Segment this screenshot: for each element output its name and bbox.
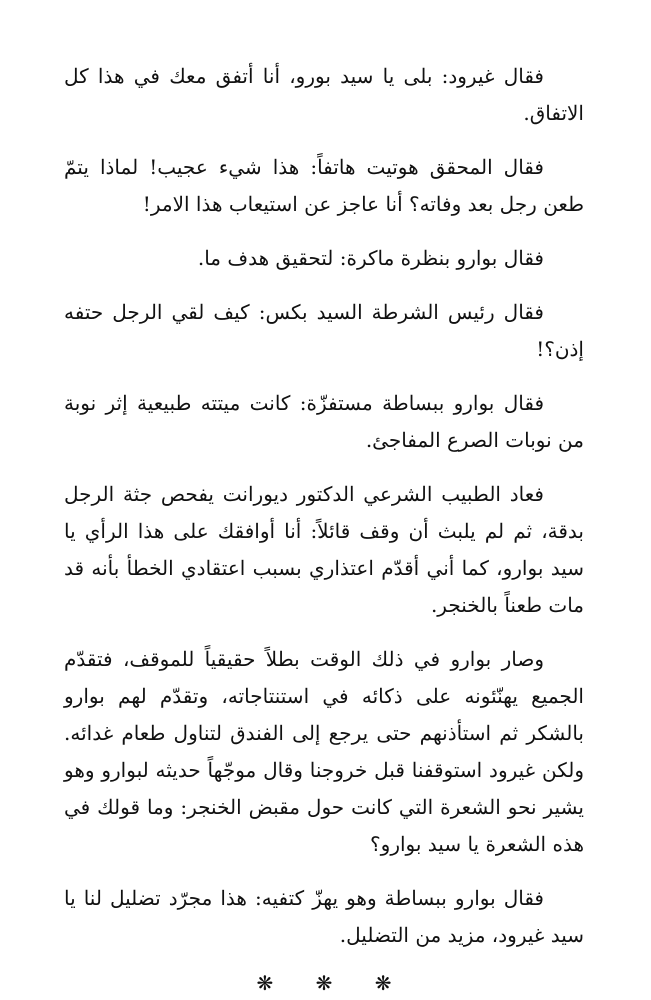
paragraph-8: فقال بوارو ببساطة وهو يهزّ كتفيه: هذا مجرّد تضليل لنا يا سيد غيرود، مزيد من التضليل. [64, 886, 584, 947]
paragraph-4: فقال رئيس الشرطة السيد بكس: كيف لقي الرجل حتفه إذن؟! [64, 300, 584, 361]
paragraph-6: فعاد الطبيب الشرعي الدكتور ديورانت يفحص جثة الرجل بدقة، ثم لم يلبث أن وقف قائلاً: أنا أوافقك على هذا الرأي يا سيد بوارو، كما أني أقدّم اعتذاري بسبب اعتقادي الخطأ بأنه قد مات طعناً بالخنجر. [64, 482, 584, 617]
book-page [64, 58, 584, 995]
paragraph-7: وصار بوارو في ذلك الوقت بطلاً حقيقياً للموقف، فتقدّم الجميع يهنّئونه على ذكائه في استنتاجاته، وتقدّم لهم بوارو بالشكر ثم استأذنهم حتى يرجع إلى الفندق لتناول طعام غدائه. ولكن غيرود استوقفنا قبل خروجنا وقال موجّهاً حديثه لبوارو وهو يشير نحو الشعرة التي كانت حول مقبض الخنجر: وما قولك في هذه الشعرة يا سيد بوارو؟ [64, 647, 584, 856]
paragraph-1: فقال غيرود: بلى يا سيد بورو، أنا أتفق معك في هذا كل الاتفاق. [64, 64, 584, 125]
paragraph-5: فقال بوارو ببساطة مستفزّة: كانت ميتته طبيعية إثر نوبة من نوبات الصرع المفاجئ. [64, 391, 584, 452]
paragraph-3: فقال بوارو بنظرة ماكرة: لتحقيق هدف ما. [197, 246, 544, 270]
paragraph-2: فقال المحقق هوتيت هاتفاً: هذا شيء عجيب! لماذا يتمّ طعن رجل بعد وفاته؟ أنا عاجز عن استيعاب هذا الامر! [64, 155, 584, 216]
section-separator: ❋ ❋ ❋ [256, 971, 410, 995]
